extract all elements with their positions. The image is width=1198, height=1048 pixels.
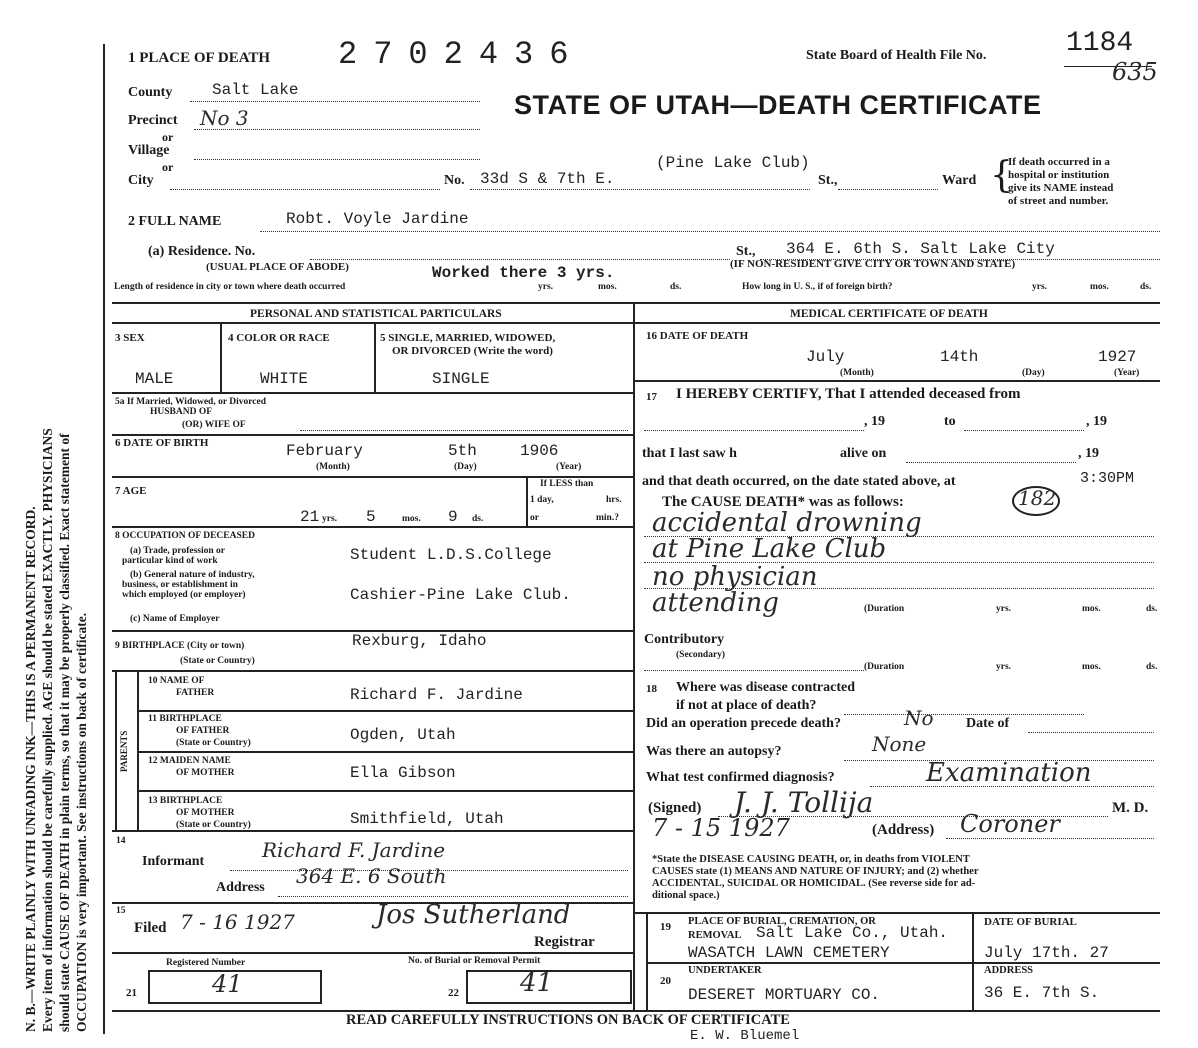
how-long-label: How long in U. S., if of foreign birth? xyxy=(742,282,893,292)
marital-label-1: 5 SINGLE, MARRIED, WIDOWED, xyxy=(380,332,556,344)
father-bp-label-2: OF FATHER xyxy=(176,726,230,736)
file-no-label: State Board of Health File No. xyxy=(806,48,987,63)
attended-from-line xyxy=(644,430,864,431)
village-line xyxy=(194,159,480,160)
informant-label: Informant xyxy=(142,854,205,869)
county-label: County xyxy=(128,85,173,100)
precinct-value: No 3 xyxy=(200,106,249,130)
time-of-death: 3:30PM xyxy=(1080,470,1135,487)
duration-label-1: (Duration xyxy=(864,604,905,614)
less-one-day: 1 day, xyxy=(530,495,554,505)
nineteen-1: , 19 xyxy=(864,414,885,429)
autopsy-value: None xyxy=(872,732,927,756)
physician-address: Coroner xyxy=(960,810,1060,838)
age-label: 7 AGE xyxy=(115,485,147,497)
length-residence-label: Length of residence in city or town where death occurred xyxy=(114,282,346,292)
reg-number-label: Registered Number xyxy=(166,958,246,968)
residence-st-label: St., xyxy=(736,244,756,259)
test-label: What test confirmed diagnosis? xyxy=(646,770,835,785)
signed-label: (Signed) xyxy=(648,800,702,816)
pine-lake-club: (Pine Lake Club) xyxy=(656,154,810,172)
burial-place-2: WASATCH LAWN CEMETERY xyxy=(688,944,890,962)
race-divider xyxy=(374,322,376,392)
duration-label-2: (Duration xyxy=(864,662,905,672)
us-yrs: yrs. xyxy=(1032,282,1048,292)
dob-day-caption: (Day) xyxy=(454,462,477,472)
alive-on-line xyxy=(906,462,1076,463)
ward-line xyxy=(838,189,938,190)
duration-yrs-1: yrs. xyxy=(996,604,1012,614)
occupation-c: (c) Name of Employer xyxy=(130,614,220,624)
dob-month: February xyxy=(286,442,363,460)
or-label-2: or xyxy=(162,160,174,174)
reg-num-prefix: 21 xyxy=(126,987,137,999)
parents-label: PARENTS xyxy=(119,730,129,772)
physician-address-label: (Address) xyxy=(872,822,935,838)
burial-middle xyxy=(646,962,1160,964)
village-label: Village xyxy=(128,143,170,158)
dob-label: 6 DATE OF BIRTH xyxy=(115,437,209,449)
age-yrs-caption: yrs. xyxy=(322,514,338,524)
operation-label: Did an operation precede death? xyxy=(646,716,841,731)
file-number: 1184 xyxy=(1066,28,1134,59)
certificate-title: STATE OF UTAH—DEATH CERTIFICATE xyxy=(514,90,1042,120)
precinct-label: Precinct xyxy=(128,113,178,128)
reg-number-value: 41 xyxy=(212,970,243,998)
secondary-label: (Secondary) xyxy=(676,650,726,660)
personal-section-title: PERSONAL AND STATISTICAL PARTICULARS xyxy=(250,308,502,320)
table-center-divider xyxy=(633,302,635,1012)
spouse-label-2: HUSBAND OF xyxy=(150,407,213,417)
undertaker-address: 36 E. 7th S. xyxy=(984,984,1100,1002)
md-label: M. D. xyxy=(1112,800,1149,816)
street-no-label: No. xyxy=(444,173,465,188)
street-value: 33d S & 7th E. xyxy=(480,170,615,188)
margin-line-4: OCCUPATION is very important. See instructions on back of certificate. xyxy=(74,612,89,1032)
brace-glyph: { xyxy=(990,155,1013,196)
filed-num: 15 xyxy=(116,906,126,916)
father-row-bottom xyxy=(137,710,633,712)
autopsy-label: Was there an autopsy? xyxy=(646,744,782,759)
city-label: City xyxy=(128,173,154,188)
undertaker-label: UNDERTAKER xyxy=(688,965,762,976)
occupation-label: 8 OCCUPATION OF DECEASED xyxy=(115,531,255,541)
certificate-number: 2702436 xyxy=(338,36,585,73)
cause-code: 182 xyxy=(1018,486,1057,510)
occupation-b-2: business, or establishment in xyxy=(122,580,238,590)
test-value: Examination xyxy=(926,758,1092,788)
duration-mos-2: mos. xyxy=(1082,662,1101,672)
margin-line-2: Every item of information should be carefully supplied. AGE should be stated EXACTLY. PHYSICIANS xyxy=(40,428,55,1032)
cause-line-3: no physician xyxy=(652,562,818,592)
alive-on-label: alive on xyxy=(840,446,887,461)
filed-date: 7 - 16 1927 xyxy=(180,910,295,934)
burial-permit-label: No. of Burial or Removal Permit xyxy=(408,956,541,966)
cause-label: The CAUSE DEATH* was as follows: xyxy=(662,494,904,510)
footnote-3: ACCIDENTAL, SUICIDAL OR HOMICIDAL. (See reverse side for ad- xyxy=(652,878,976,889)
cause-line-1: accidental drowning xyxy=(652,508,922,538)
operation-value: No xyxy=(904,706,934,730)
date-of-label: Date of xyxy=(966,716,1010,731)
filed-bottom xyxy=(112,952,633,954)
mother-value: Ella Gibson xyxy=(350,764,456,782)
dod-bottom xyxy=(635,380,1160,382)
city-line xyxy=(170,189,440,190)
mother-bp-label-3: (State or Country) xyxy=(176,820,251,830)
dod-month-caption: (Month) xyxy=(840,368,874,378)
less-min: min.? xyxy=(596,513,619,523)
residence-no-line xyxy=(310,259,730,260)
spouse-line xyxy=(300,430,628,431)
margin-line-3: should state CAUSE OF DEATH in plain terms, so that it may be properly classified. Exact statement of xyxy=(57,433,72,1032)
us-mos: mos. xyxy=(1090,282,1109,292)
dod-year-caption: (Year) xyxy=(1114,368,1140,378)
dod-month: July xyxy=(806,348,845,366)
hospital-note xyxy=(1008,156,1113,208)
burial-label-1: PLACE OF BURIAL, CREMATION, OR xyxy=(688,916,876,927)
length-mos: mos. xyxy=(598,282,617,292)
mother-row-bottom xyxy=(137,790,633,792)
length-ds: ds. xyxy=(670,282,682,292)
informant-num: 14 xyxy=(116,836,126,846)
occupation-b-1: (b) General nature of industry, xyxy=(130,570,255,580)
operation-date-line xyxy=(1028,732,1154,733)
undertaker-address-label: ADDRESS xyxy=(984,965,1034,976)
margin-instructions xyxy=(22,32,90,1032)
nineteen-2: , 19 xyxy=(1086,414,1107,429)
full-name-label: 2 FULL NAME xyxy=(128,214,222,229)
burial-date-value: July 17th. 27 xyxy=(984,944,1109,962)
q18-num: 18 xyxy=(646,683,657,695)
employer-value: Cashier-Pine Lake Club. xyxy=(350,586,571,604)
birthplace-sub: (State or Country) xyxy=(180,656,255,666)
father-label-2: FATHER xyxy=(176,688,215,698)
cause-line-4: attending xyxy=(652,588,779,618)
table-top-border xyxy=(112,302,1160,304)
duration-ds-1: ds. xyxy=(1146,604,1158,614)
us-ds: ds. xyxy=(1140,282,1152,292)
street-line xyxy=(470,189,810,190)
burial-top xyxy=(635,912,1160,914)
residence-value: 364 E. 6th S. Salt Lake City xyxy=(786,240,1055,258)
full-name-line xyxy=(260,231,1160,232)
row-spouse-bottom xyxy=(112,434,633,436)
occupation-b-3: which employed (or employer) xyxy=(122,590,246,600)
to-label: to xyxy=(944,414,956,429)
age-mos: 5 xyxy=(366,508,376,526)
row-age-bottom xyxy=(112,526,633,528)
physician-address-line xyxy=(946,838,1154,839)
sign-date: 7 - 15 1927 xyxy=(652,814,790,842)
where-contracted-line xyxy=(844,714,1084,715)
age-ds-caption: ds. xyxy=(472,514,484,524)
burial-permit-prefix: 22 xyxy=(448,987,459,999)
dob-year: 1906 xyxy=(520,442,559,460)
contributory-line xyxy=(644,670,864,671)
less-than-label: If LESS than xyxy=(540,479,594,489)
cause-line-2: at Pine Lake Club xyxy=(652,534,887,564)
residence-label: (a) Residence. No. xyxy=(148,244,256,259)
undertaker-num: 20 xyxy=(660,975,671,987)
hospital-note-3: give its NAME instead xyxy=(1008,182,1114,194)
dob-month-caption: (Month) xyxy=(316,462,350,472)
sex-divider xyxy=(220,322,222,392)
contributory-label: Contributory xyxy=(644,632,725,647)
row-dob-bottom xyxy=(112,476,633,478)
father-bp-row-bottom xyxy=(137,751,633,753)
less-or: or xyxy=(530,513,539,523)
length-yrs: yrs. xyxy=(538,282,554,292)
clerk-name: E. W. Bluemel xyxy=(690,1028,800,1044)
birthplace-label: 9 BIRTHPLACE (City or town) xyxy=(115,641,245,651)
footnote-4: ditional space.) xyxy=(652,890,720,901)
instructions-footer: READ CAREFULLY INSTRUCTIONS ON BACK OF CERTIFICATE xyxy=(346,1012,790,1028)
certify-text: I HEREBY CERTIFY, That I attended deceased from xyxy=(676,386,1021,402)
occupation-a-1: (a) Trade, profession or xyxy=(130,546,225,556)
informant-address-label: Address xyxy=(216,880,265,895)
mother-label-1: 12 MAIDEN NAME xyxy=(148,756,231,766)
parents-left-border xyxy=(115,670,117,830)
parents-bottom xyxy=(112,830,633,832)
dod-day-caption: (Day) xyxy=(1022,368,1045,378)
spouse-label-1: 5a If Married, Widowed, or Divorced xyxy=(115,397,267,407)
sex-label: 3 SEX xyxy=(115,332,145,344)
usual-abode-caption: (USUAL PLACE OF ABODE) xyxy=(206,261,349,273)
filed-label: Filed xyxy=(134,920,167,936)
occupation-a-2: particular kind of work xyxy=(122,556,218,566)
full-name-value: Robt. Voyle Jardine xyxy=(286,210,469,228)
duration-ds-2: ds. xyxy=(1146,662,1158,672)
attended-to-line xyxy=(964,430,1084,431)
dod-day: 14th xyxy=(940,348,979,366)
father-bp-label-3: (State or Country) xyxy=(176,738,251,748)
burial-num: 19 xyxy=(660,921,671,933)
file-number-2: 635 xyxy=(1112,58,1158,86)
father-label-1: 10 NAME OF xyxy=(148,676,205,686)
age-mos-caption: mos. xyxy=(402,514,421,524)
margin-line-1: N. B.—WRITE PLAINLY WITH UNFADING INK—THIS IS A PERMANENT RECORD. xyxy=(23,506,38,1032)
footnote-1: *State the DISEASE CAUSING DEATH, or, in deaths from VIOLENT xyxy=(652,854,970,865)
father-value: Richard F. Jardine xyxy=(350,686,523,704)
footnote xyxy=(652,854,979,902)
dod-year: 1927 xyxy=(1098,348,1137,366)
test-line xyxy=(870,786,1154,787)
row-birthplace-bottom xyxy=(112,670,633,672)
place-of-death-label: 1 PLACE OF DEATH xyxy=(128,50,271,66)
less-than-divider xyxy=(526,476,528,526)
occupation-value: Student L.D.S.College xyxy=(350,546,552,564)
undertaker-value: DESERET MORTUARY CO. xyxy=(688,986,881,1004)
hospital-note-1: If death occurred in a xyxy=(1008,156,1110,168)
informant-address-line xyxy=(278,896,628,897)
duration-yrs-2: yrs. xyxy=(996,662,1012,672)
county-value: Salt Lake xyxy=(212,81,299,99)
age-yrs: 21 xyxy=(300,508,320,526)
table-header-border xyxy=(112,322,1160,324)
death-occurred-label: and that death occurred, on the date stated above, at xyxy=(642,474,956,489)
registrar-label: Registrar xyxy=(534,934,595,950)
county-line xyxy=(190,101,480,102)
non-resident-caption: (IF NON-RESIDENT GIVE CITY OR TOWN AND STATE) xyxy=(730,258,1016,270)
form-left-border xyxy=(103,44,105,1034)
mother-bp-label-2: OF MOTHER xyxy=(176,808,235,818)
burial-label-2: REMOVAL xyxy=(688,930,742,941)
parents-inner-border xyxy=(137,670,139,830)
dob-day: 5th xyxy=(448,442,477,460)
age-ds: 9 xyxy=(448,508,458,526)
burial-place-1: Salt Lake Co., Utah. xyxy=(756,924,949,942)
footnote-2: CAUSES state (1) MEANS AND NATURE OF INJURY; and (2) whether xyxy=(652,866,979,877)
worked-there: Worked there 3 yrs. xyxy=(432,264,615,282)
last-saw-label: that I last saw h xyxy=(642,446,737,461)
birthplace-value: Rexburg, Idaho xyxy=(352,632,487,650)
medical-section-title: MEDICAL CERTIFICATE OF DEATH xyxy=(790,308,988,320)
mother-label-2: OF MOTHER xyxy=(176,768,235,778)
informant-value: Richard F. Jardine xyxy=(262,838,446,862)
street-st-label: St., xyxy=(818,173,838,188)
physician-signature: J. J. Tollija xyxy=(734,786,874,819)
mother-birthplace: Smithfield, Utah xyxy=(350,810,504,828)
burial-permit-value: 41 xyxy=(520,968,554,998)
registrar-signature: Jos Sutherland xyxy=(376,900,571,930)
father-birthplace: Ogden, Utah xyxy=(350,726,456,744)
hospital-note-4: of street and number. xyxy=(1008,195,1109,207)
less-hrs: hrs. xyxy=(606,495,622,505)
hospital-note-2: hospital or institution xyxy=(1008,169,1110,181)
row-sex-bottom xyxy=(112,392,633,394)
or-label-1: or xyxy=(162,130,174,144)
burial-date-label: DATE OF BURIAL xyxy=(984,916,1077,928)
color-label: 4 COLOR OR RACE xyxy=(228,332,330,344)
father-bp-label-1: 11 BIRTHPLACE xyxy=(148,714,222,724)
nineteen-3: , 19 xyxy=(1078,446,1099,461)
color-value: WHITE xyxy=(260,370,309,388)
dob-year-caption: (Year) xyxy=(556,462,582,472)
duration-mos-1: mos. xyxy=(1082,604,1101,614)
spouse-label-3: (OR) WIFE OF xyxy=(182,420,246,430)
marital-value: SINGLE xyxy=(432,370,490,388)
mother-bp-label-1: 13 BIRTHPLACE xyxy=(148,796,223,806)
marital-label-2: OR DIVORCED (Write the word) xyxy=(392,345,553,357)
where-contracted-2: if not at place of death? xyxy=(676,698,817,713)
sex-value: MALE xyxy=(135,370,174,388)
informant-address: 364 E. 6 South xyxy=(296,864,447,888)
where-contracted-1: Where was disease contracted xyxy=(676,680,855,695)
ward-label: Ward xyxy=(942,173,977,188)
dod-label: 16 DATE OF DEATH xyxy=(646,330,749,342)
certify-num: 17 xyxy=(646,391,657,403)
